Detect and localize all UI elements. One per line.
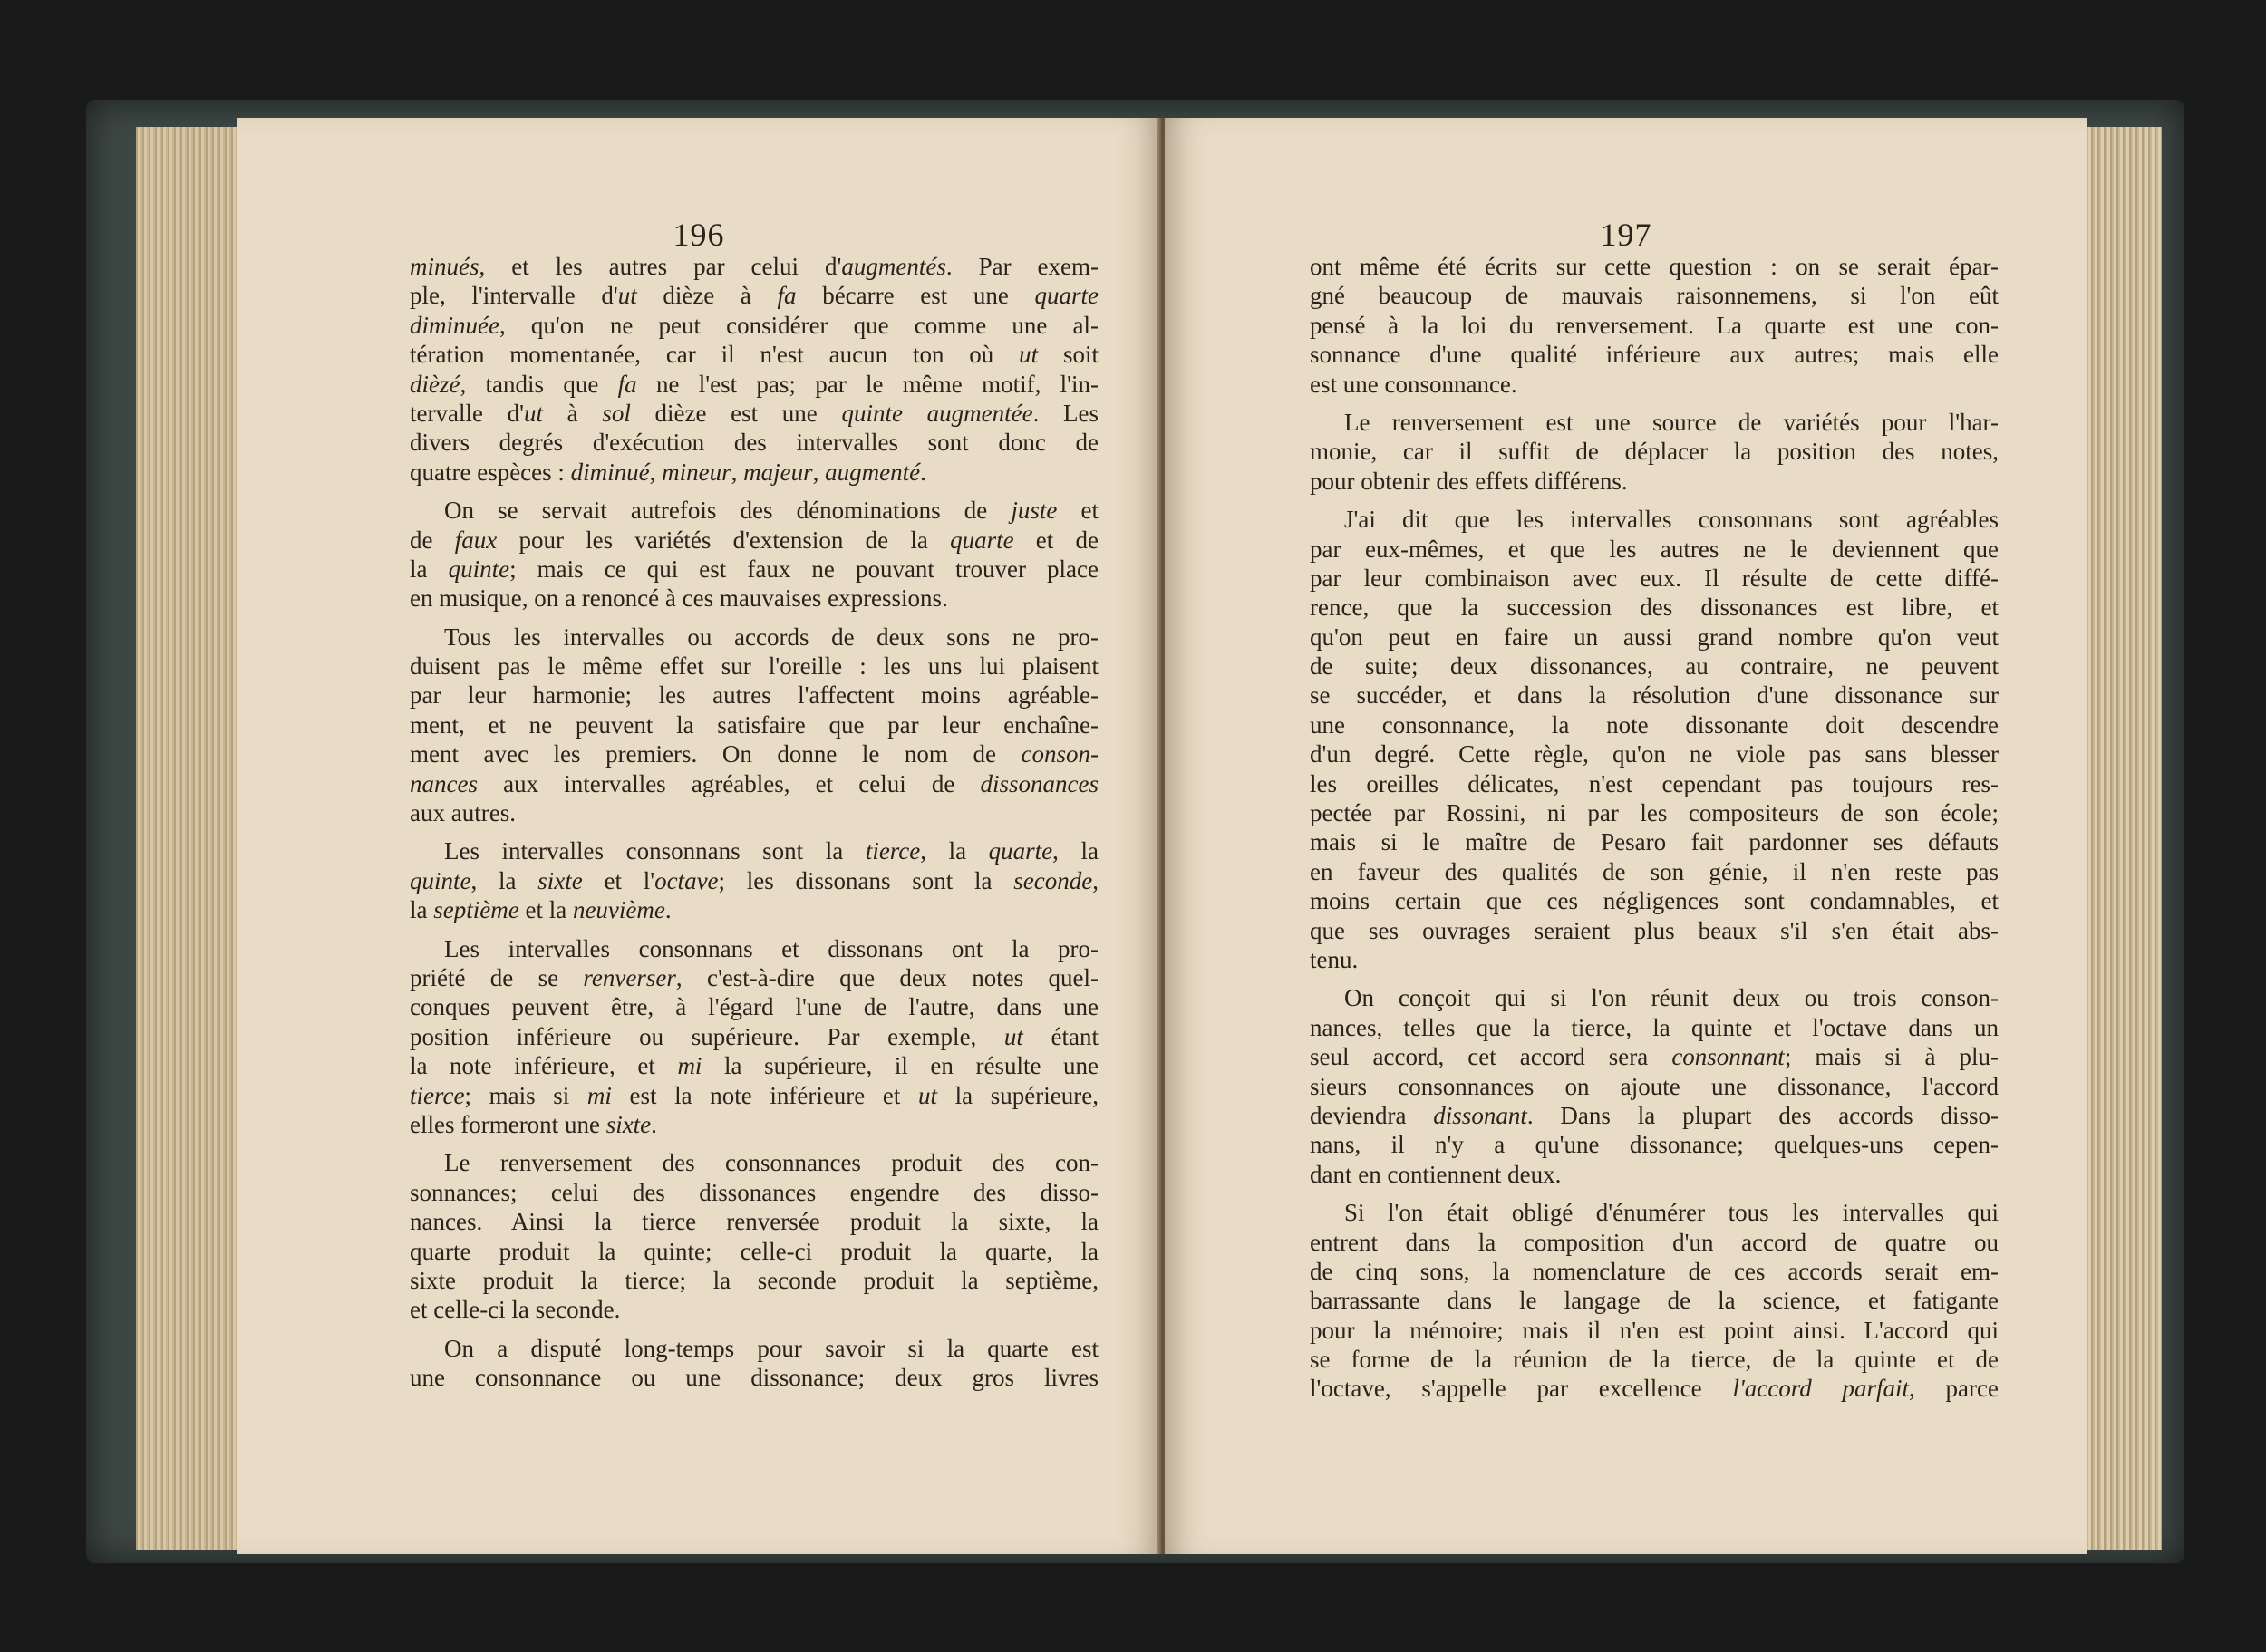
right-page-line: barrassante dans le langage de la science, et fatigante xyxy=(1310,1287,1999,1315)
right-page-line: de cinq sons, la nomenclature de ces accords serait em- xyxy=(1310,1257,1999,1285)
right-page-line: de suite; deux dissonances, au contraire, ne peuvent xyxy=(1310,652,1999,681)
left-page-line: tération momentanée, car il n'est aucun ton où ut soit xyxy=(410,341,1099,369)
left-page-line: la note inférieure, et mi la supérieure, il en résulte une xyxy=(410,1052,1099,1080)
left-page-line: quarte produit la quinte; celle-ci produit la quarte, la xyxy=(410,1237,1099,1265)
right-page-line: tenu. xyxy=(1310,945,1359,973)
right-page-line: une consonnance, la note dissonante doit descendre xyxy=(1310,710,1999,739)
left-page-line: et celle-ci la seconde. xyxy=(410,1296,621,1324)
right-page-line: en faveur des qualités de son génie, il n'en reste pas xyxy=(1310,857,1999,885)
right-page-line: On conçoit qui si l'on réunit deux ou trois conson- xyxy=(1344,984,1999,1012)
left-page-line: conques peuvent être, à l'égard l'une de l'autre, dans une xyxy=(410,993,1099,1021)
right-page-line: pectée par Rossini, ni par les compositeurs de son école; xyxy=(1310,799,1999,827)
right-page-line: les oreilles délicates, n'est cependant pas toujours res- xyxy=(1310,769,1999,797)
right-page-line: se forme de la réunion de la tierce, de la quinte et de xyxy=(1310,1346,1999,1374)
left-page-line: Les intervalles consonnans sont la tierce, la quarte, la xyxy=(444,837,1099,865)
page-edges-left xyxy=(136,127,240,1550)
right-page-line: d'un degré. Cette règle, qu'on ne viole pas sans blesser xyxy=(1310,740,1999,768)
left-page-line: divers degrés d'exécution des intervalles sont donc de xyxy=(410,429,1099,457)
left-page-line: ple, l'intervalle d'ut dièze à fa bécarre est une quarte xyxy=(410,282,1099,310)
left-page-line: ment avec les premiers. On donne le nom de conson- xyxy=(410,740,1099,768)
right-page-line: l'octave, s'appelle par excellence l'accord parfait, parce xyxy=(1310,1375,1999,1403)
right-page-line: sonnance d'une qualité inférieure aux autres; mais elle xyxy=(1310,341,1999,369)
right-page-line: par leur combinaison avec eux. Il résulte de cette diffé- xyxy=(1310,564,1999,592)
left-page-line: quatre espèces : diminué, mineur, majeur, augmenté. xyxy=(410,458,926,486)
right-page-line: deviendra dissonant. Dans la plupart des accords disso- xyxy=(1310,1101,1999,1129)
right-page-line: moins certain que ces négligences sont condamnables, et xyxy=(1310,887,1999,915)
right-page-line: par eux-mêmes, et que les autres ne le deviennent que xyxy=(1310,535,1999,563)
right-page-line: dant en contiennent deux. xyxy=(1310,1160,1562,1188)
page-number-left: 196 xyxy=(673,217,725,253)
right-page-line: monie, car il suffit de déplacer la position des notes, xyxy=(1310,438,1999,466)
left-page-line: en musique, on a renoncé à ces mauvaises expressions. xyxy=(410,584,948,613)
right-page-line: entrent dans la composition d'un accord de quatre ou xyxy=(1310,1228,1999,1256)
left-page-line: tierce; mais si mi est la note inférieure et ut la supérieure, xyxy=(410,1081,1099,1109)
right-page-line: rence, que la succession des dissonances est libre, et xyxy=(1310,594,1999,622)
right-page-line: mais si le maître de Pesaro fait pardonner ses défauts xyxy=(1310,828,1999,856)
page-edges-right xyxy=(2080,127,2162,1550)
page-number-right: 197 xyxy=(1600,217,1652,253)
left-page-line: diminuée, qu'on ne peut considérer que comme une al- xyxy=(410,311,1099,339)
left-page-line: On a disputé long-temps pour savoir si la quarte est xyxy=(444,1334,1099,1362)
left-page-line: de faux pour les variétés d'extension de la quarte et de xyxy=(410,526,1099,554)
left-page-line: minués, et les autres par celui d'augmentés. Par exem- xyxy=(410,253,1099,280)
right-page-line: se succéder, et dans la résolution d'une dissonance sur xyxy=(1310,681,1999,710)
right-page-line: Si l'on était obligé d'énumérer tous les intervalles qui xyxy=(1344,1199,1999,1227)
left-page-line: tervalle d'ut à sol dièze est une quinte augmentée. Les xyxy=(410,399,1099,427)
left-page-line: duisent pas le même effet sur l'oreille : les uns lui plaisent xyxy=(410,652,1099,681)
right-page-line: pour obtenir des effets différens. xyxy=(1310,467,1628,495)
left-page-line: elles formeront une sixte. xyxy=(410,1110,657,1138)
left-page xyxy=(237,118,1160,1554)
right-page-line: est une consonnance. xyxy=(1310,370,1517,398)
right-page-text xyxy=(1310,252,1999,1404)
right-page-line: ont même été écrits sur cette question : on se serait épar- xyxy=(1310,253,1999,280)
left-page-line: sixte produit la tierce; la seconde produit la septième, xyxy=(410,1266,1099,1294)
left-page-line: une consonnance ou une dissonance; deux gros livres xyxy=(410,1364,1099,1392)
left-page-line: la quinte; mais ce qui est faux ne pouvant trouver place xyxy=(410,555,1099,583)
left-page-line: quinte, la sixte et l'octave; les dissonans sont la seconde, xyxy=(410,866,1099,894)
left-page-line: position inférieure ou supérieure. Par exemple, ut étant xyxy=(410,1022,1099,1050)
left-page-line: Les intervalles consonnans et dissonans ont la pro- xyxy=(444,934,1099,962)
right-page-line: nans, il n'y a qu'une dissonance; quelques-uns cepen- xyxy=(1310,1131,1999,1159)
right-page-line: pour la mémoire; mais il n'en est point ainsi. L'accord qui xyxy=(1310,1316,1999,1344)
left-page-line: nances. Ainsi la tierce renversée produit la sixte, la xyxy=(410,1208,1099,1236)
left-page-text xyxy=(410,252,1099,1392)
right-page-line: sieurs consonnances on ajoute une dissonance, l'accord xyxy=(1310,1072,1999,1100)
left-page-line: Le renversement des consonnances produit des con- xyxy=(444,1149,1099,1177)
right-page-line: J'ai dit que les intervalles consonnans sont agréables xyxy=(1344,506,1999,534)
right-page-line: que ses ouvrages seraient plus beaux s'il s'en était abs- xyxy=(1310,916,1999,944)
left-page-line: Tous les intervalles ou accords de deux sons ne pro- xyxy=(444,623,1099,651)
right-page xyxy=(1165,118,2087,1554)
left-page-line: nances aux intervalles agréables, et celui de dissonances xyxy=(410,769,1099,797)
right-page-line: Le renversement est une source de variétés pour l'har- xyxy=(1344,408,1999,436)
left-page-line: sonnances; celui des dissonances engendre des disso- xyxy=(410,1178,1099,1206)
right-page-line: pensé à la loi du renversement. La quarte est une con- xyxy=(1310,311,1999,339)
right-page-line: nances, telles que la tierce, la quinte et l'octave dans un xyxy=(1310,1013,1999,1041)
left-page-line: aux autres. xyxy=(410,799,516,827)
right-page-line: qu'on peut en faire un aussi grand nombre qu'on veut xyxy=(1310,623,1999,651)
left-page-line: priété de se renverser, c'est-à-dire que deux notes quel- xyxy=(410,963,1099,991)
left-page-line: la septième et la neuvième. xyxy=(410,896,672,924)
right-page-line: seul accord, cet accord sera consonnant; mais si à plu- xyxy=(1310,1043,1999,1071)
left-page-line: On se servait autrefois des dénominations de juste et xyxy=(444,497,1099,525)
left-page-line: par leur harmonie; les autres l'affectent moins agréable- xyxy=(410,681,1099,710)
left-page-line: ment, et ne peuvent la satisfaire que par leur enchaîne- xyxy=(410,710,1099,739)
left-page-line: dièzé, tandis que fa ne l'est pas; par le même motif, l'in- xyxy=(410,370,1099,398)
right-page-line: gné beaucoup de mauvais raisonnemens, si l'on eût xyxy=(1310,282,1999,310)
